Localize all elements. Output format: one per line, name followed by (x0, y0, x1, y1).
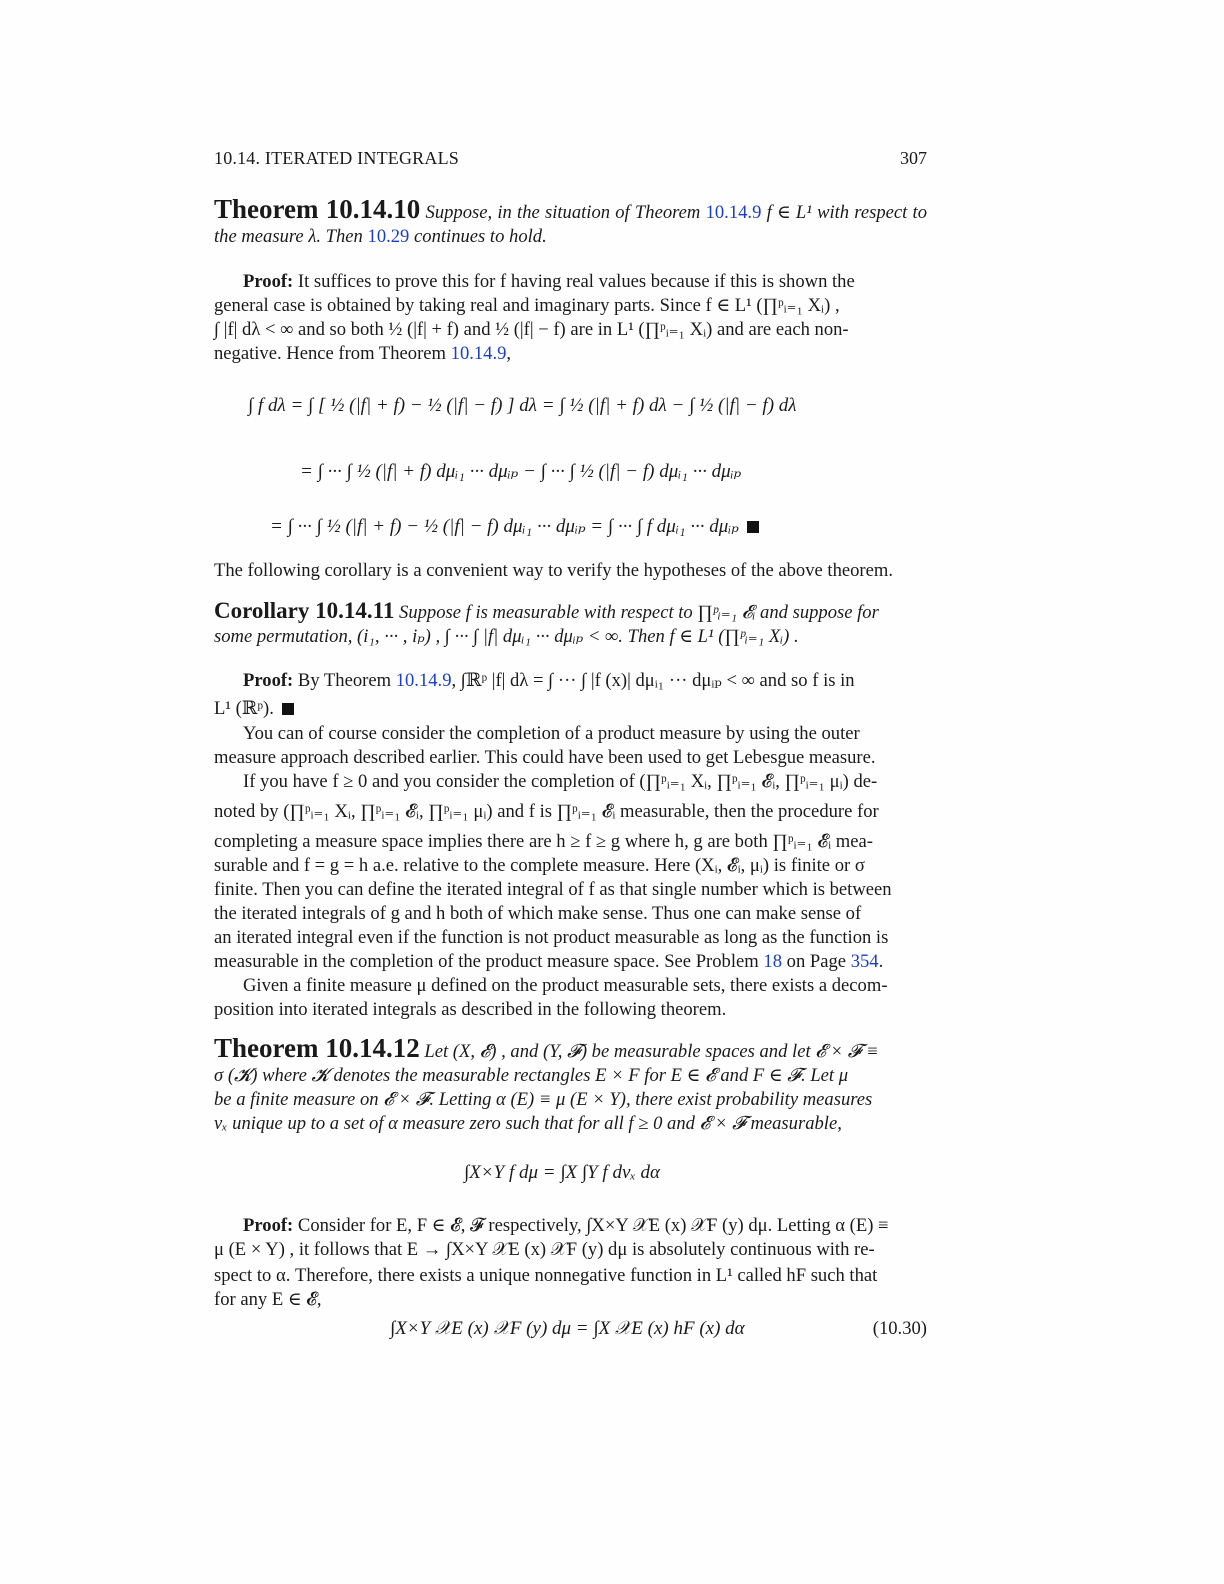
corollary-text: Suppose f is measurable with respect to ∏ᵖᵢ₌₁ 𝓔ᵢ and suppose for (399, 602, 879, 623)
page-number: 307 (900, 148, 927, 168)
corollary-text: some permutation, (i₁, ··· , iₚ) , ∫ ··· ∫ |f| dμᵢ₁ ··· dμᵢₚ < ∞. Then f ∈ L¹ (∏ᵖᵢ₌₁ Xᵢ) . (214, 626, 799, 647)
proof-text: for any E ∈ 𝓔, (214, 1289, 322, 1310)
qed-square-icon (282, 703, 294, 715)
theorem-text: νₓ unique up to a set of α measure zero such that for all f ≥ 0 and 𝓔 × 𝓕 measurable, (214, 1113, 842, 1134)
proof-1 (214, 270, 927, 366)
paragraph-text: an iterated integral even if the function is not product measurable as long as the function is (214, 927, 889, 948)
paragraph-text: finite. Then you can define the iterated integral of f as that single number which is between (214, 879, 892, 900)
proof-text: It suffices to prove this for f having real values because if this is shown the (297, 271, 855, 292)
proof-text: ∫ |f| dλ < ∞ and so both ½ (|f| + f) and ½ (|f| − f) are in L¹ (∏ᵖᵢ₌₁ Xᵢ) and are each non- (214, 319, 849, 340)
problem-ref-link[interactable]: 18 (763, 951, 782, 972)
theorem-text: Let (X, 𝓔) , and (Y, 𝓕) be measurable spaces and let 𝓔 × 𝓕 ≡ (424, 1041, 879, 1062)
theorem-10-14-12 (214, 1033, 927, 1136)
proof-text: negative. Hence from Theorem (214, 343, 446, 364)
theorem-ref-link[interactable]: 10.14.9 (705, 202, 762, 223)
proof-3 (214, 1214, 927, 1312)
paragraph-text: surable and f = g = h a.e. relative to the complete measure. Here (Xᵢ, 𝓔ᵢ, μᵢ) is finite or σ (214, 855, 865, 876)
corollary-label: Corollary 10.14.11 (214, 598, 395, 623)
equation-line-3 (270, 515, 759, 538)
theorem-text: Suppose, in the situation of Theorem (425, 202, 701, 223)
theorem-text: f ∈ L¹ with respect to the measure λ. Then (214, 202, 927, 247)
paragraph-text: measurable in the completion of the product measure space. See Problem (214, 951, 759, 972)
proof-text: L¹ (ℝᵖ). (214, 698, 274, 719)
section-title: 10.14. ITERATED INTEGRALS (214, 148, 459, 168)
paragraph-text: If you have f ≥ 0 and you consider the completion of (∏ᵖᵢ₌₁ Xᵢ, ∏ᵖᵢ₌₁ 𝓔ᵢ, ∏ᵖᵢ₌₁ μᵢ) de- (243, 771, 878, 792)
proof-2 (214, 669, 927, 721)
equation-10-30: ∫X×Y 𝒳E (x) 𝒳F (y) dμ = ∫X 𝒳E (x) hF (x) dα (390, 1318, 745, 1339)
paragraph-text: noted by (∏ᵖᵢ₌₁ Xᵢ, ∏ᵖᵢ₌₁ 𝓔ᵢ, ∏ᵖᵢ₌₁ μᵢ) and f is ∏ᵖᵢ₌₁ 𝓔ᵢ measurable, then the procedure for (214, 801, 879, 822)
proof-text: , (506, 343, 512, 364)
theorem-text: σ (𝓚) where 𝓚 denotes the measurable rectangles E × F for E ∈ 𝓔 and F ∈ 𝓕. Let μ (214, 1065, 849, 1086)
paragraph-decomposition (214, 974, 927, 1022)
paragraph-text: You can of course consider the completion of a product measure by using the outer (243, 723, 860, 744)
equation-line-2: = ∫ ··· ∫ ½ (|f| + f) dμᵢ₁ ··· dμᵢₚ − ∫ ··· ∫ ½ (|f| − f) dμᵢ₁ ··· dμᵢₚ (300, 461, 742, 482)
proof-text: By Theorem (297, 670, 392, 691)
proof-text: Consider for E, F ∈ 𝓔, 𝓕 respectively, ∫X×Y 𝒳E (x) 𝒳F (y) dμ. Letting α (E) ≡ (297, 1215, 889, 1236)
corollary-intro: The following corollary is a convenient way to verify the hypotheses of the above theorem. (214, 560, 893, 581)
equation-text: = ∫ ··· ∫ ½ (|f| + f) − ½ (|f| − f) dμᵢ₁ ··· dμᵢₚ = ∫ ··· ∫ f dμᵢ₁ ··· dμᵢₚ (270, 516, 739, 537)
theorem-text: be a finite measure on 𝓔 × 𝓕. Letting α (E) ≡ μ (E × Y), there exist probability measures (214, 1089, 873, 1110)
qed-square-icon (747, 521, 759, 533)
theorem-label: Theorem 10.14.10 (214, 194, 421, 224)
corollary-10-14-11 (214, 599, 927, 649)
equation-line-1: ∫ f dλ = ∫ [ ½ (|f| + f) − ½ (|f| − f) ] dλ = ∫ ½ (|f| + f) dλ − ∫ ½ (|f| − f) dλ (248, 395, 797, 416)
page-ref-link[interactable]: 354 (850, 951, 879, 972)
equation-number: (10.30) (872, 1318, 927, 1339)
paragraph-completion-procedure (214, 770, 927, 974)
proof-label: Proof: (243, 271, 294, 292)
paragraph-text: completing a measure space implies there are h ≥ f ≥ g where h, g are both ∏ᵖᵢ₌₁ 𝓔ᵢ mea- (214, 831, 873, 852)
paragraph-text: Given a finite measure μ defined on the product measurable sets, there exists a decom- (243, 975, 888, 996)
paragraph-completion (214, 722, 927, 770)
proof-label: Proof: (243, 1215, 294, 1236)
paragraph-text: on Page (786, 951, 847, 972)
paragraph-text: . (878, 951, 884, 972)
theorem-equation: ∫X×Y f dμ = ∫X ∫Y f dνₓ dα (464, 1162, 661, 1183)
theorem-ref-link[interactable]: 10.14.9 (395, 670, 452, 691)
theorem-label: Theorem 10.14.12 (214, 1033, 420, 1063)
proof-text: general case is obtained by taking real and imaginary parts. Since f ∈ L¹ (∏ᵖᵢ₌₁ Xᵢ) , (214, 295, 840, 316)
theorem-ref-link[interactable]: 10.14.9 (450, 343, 507, 364)
proof-text: μ (E × Y) , it follows that E → ∫X×Y 𝒳E (x) 𝒳F (y) dμ is absolutely continuous with re- (214, 1239, 875, 1260)
proof-text: , ∫ℝᵖ |f| dλ = ∫ ··· ∫ |f (x)| dμᵢ₁ ··· dμᵢₚ < ∞ and so f is in (451, 670, 855, 691)
theorem-text: continues to hold. (414, 226, 547, 247)
paragraph-text: position into iterated integrals as described in the following theorem. (214, 999, 727, 1020)
proof-label: Proof: (243, 670, 294, 691)
proof-text: spect to α. Therefore, there exists a unique nonnegative function in L¹ called hF such that (214, 1265, 878, 1286)
paragraph-text: the iterated integrals of g and h both of which make sense. Thus one can make sense of (214, 903, 862, 924)
paragraph-text: measure approach described earlier. This could have been used to get Lebesgue measure. (214, 747, 876, 768)
theorem-10-14-10 (214, 194, 927, 249)
equation-ref-link[interactable]: 10.29 (367, 226, 410, 247)
